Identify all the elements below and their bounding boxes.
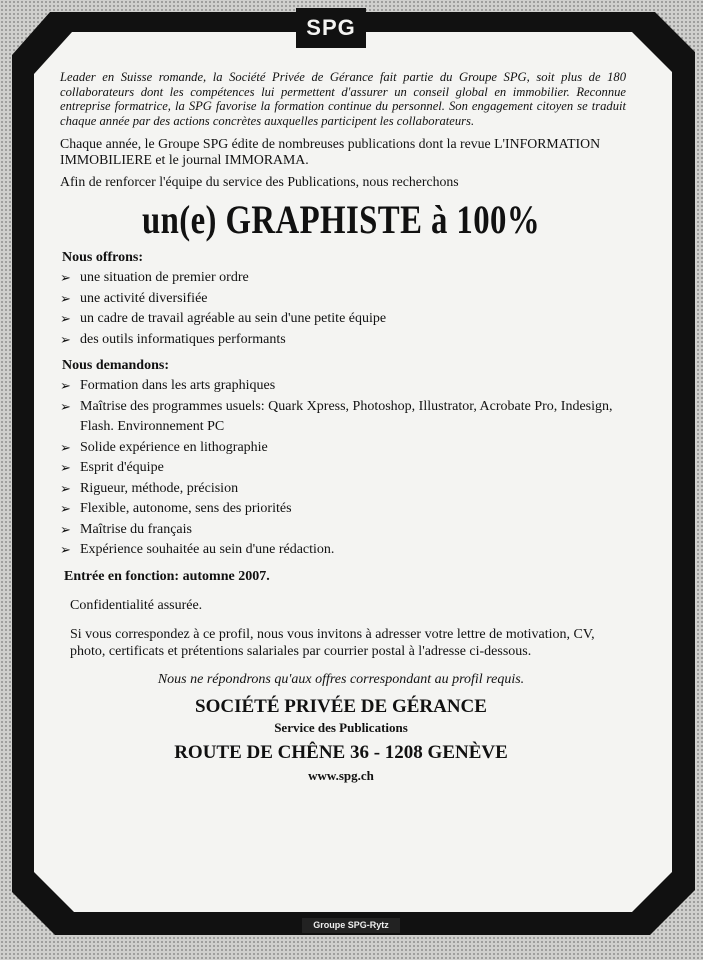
response-notice: Nous ne répondrons qu'aux offres correspondant au profil requis. bbox=[157, 671, 525, 687]
list-item: ➢ une situation de premier ordre bbox=[60, 268, 626, 289]
website-link[interactable]: www.spg.ch bbox=[308, 767, 374, 783]
list-item: ➢ Maîtrise du français bbox=[60, 520, 626, 541]
arrow-bullet-icon: ➢ bbox=[60, 460, 71, 476]
company-name: SOCIÉTÉ PRIVÉE DE GÉRANCE bbox=[195, 695, 487, 717]
arrow-bullet-icon: ➢ bbox=[60, 270, 71, 286]
postal-address: ROUTE DE CHÊNE 36 - 1208 GENÈVE bbox=[174, 741, 508, 763]
arrow-bullet-icon: ➢ bbox=[60, 521, 71, 537]
arrow-bullet-icon: ➢ bbox=[60, 439, 71, 455]
service-name: Service des Publications bbox=[274, 719, 408, 735]
intro-paragraph: Leader en Suisse romande, la Société Privée de Gérance fait partie du Groupe SPG, soit plus de 180 collaborateurs dont les compétences lui permettent d'assurer un conseil global en immobilier. Reconnue entreprise formatrice, la SPG favorise la formation continue du personnel. Son engagement citoyen se traduit chaque année par des actions concrètes auxquelles participent les collaborateurs. bbox=[60, 70, 626, 128]
list-item: ➢ Expérience souhaitée au sein d'une rédaction. bbox=[60, 540, 626, 561]
footer-tag: Groupe SPG-Rytz bbox=[302, 918, 400, 933]
search-paragraph: Afin de renforcer l'équipe du service des Publications, nous recherchons bbox=[60, 174, 459, 190]
arrow-bullet-icon: ➢ bbox=[60, 378, 71, 394]
application-instructions: Si vous correspondez à ce profil, nous vous invitons à adresser votre lettre de motivation, CV, photo, certificats et prétentions salariales par courrier postal à l'adresse ci-dessous. bbox=[70, 626, 595, 659]
list-item: ➢ Formation dans les arts graphiques bbox=[60, 376, 626, 397]
offers-title: Nous offrons: bbox=[62, 250, 144, 266]
list-item: ➢ une activité diversifiée bbox=[60, 289, 626, 310]
arrow-bullet-icon: ➢ bbox=[60, 542, 71, 558]
list-item: ➢ un cadre de travail agréable au sein d'une petite équipe bbox=[60, 309, 626, 330]
list-item: ➢ des outils informatiques performants bbox=[60, 330, 626, 351]
publications-paragraph: Chaque année, le Groupe SPG édite de nombreuses publications dont la revue L'INFORMATION IMMOBILIERE et le journal IMMORAMA. bbox=[60, 136, 601, 168]
arrow-bullet-icon: ➢ bbox=[60, 311, 71, 327]
offers-list bbox=[60, 268, 626, 350]
confidentiality-note: Confidentialité assurée. bbox=[70, 597, 203, 613]
list-item: ➢ Maîtrise des programmes usuels: Quark Xpress, Photoshop, Illustrator, Acrobate Pro, Indesign, Flash. Environnement PC bbox=[60, 397, 626, 438]
list-item: ➢ Solide expérience en lithographie bbox=[60, 438, 626, 459]
spg-logo bbox=[296, 8, 366, 48]
ad-content bbox=[56, 70, 626, 784]
arrow-bullet-icon: ➢ bbox=[60, 501, 71, 517]
arrow-bullet-icon: ➢ bbox=[60, 398, 71, 414]
list-item: ➢ Flexible, autonome, sens des priorités bbox=[60, 499, 626, 520]
job-headline: un(e) GRAPHISTE à 100% bbox=[141, 197, 541, 243]
list-item: ➢ Rigueur, méthode, précision bbox=[60, 479, 626, 500]
start-date: Entrée en fonction: automne 2007. bbox=[64, 568, 270, 584]
arrow-bullet-icon: ➢ bbox=[60, 331, 71, 347]
requirements-list bbox=[60, 376, 626, 561]
logo-text: SPG bbox=[306, 15, 356, 40]
arrow-bullet-icon: ➢ bbox=[60, 480, 71, 496]
arrow-bullet-icon: ➢ bbox=[60, 290, 71, 306]
requirements-title: Nous demandons: bbox=[62, 358, 169, 374]
list-item: ➢ Esprit d'équipe bbox=[60, 458, 626, 479]
